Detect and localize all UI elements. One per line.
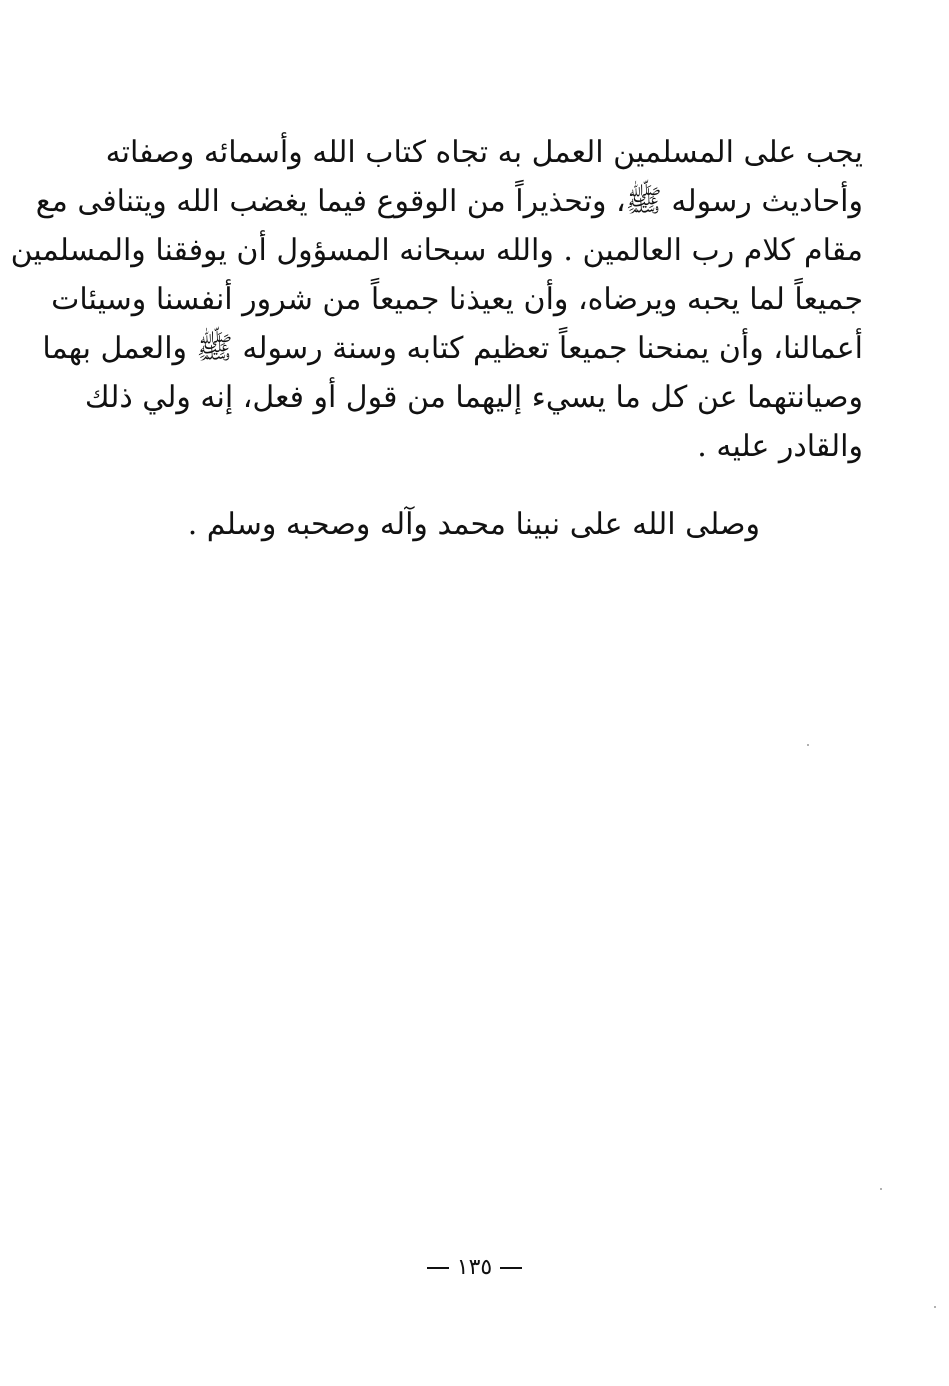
paragraph-line: والقادر عليه . (697, 429, 863, 464)
paragraph-line: يجب على المسلمين العمل به تجاه كتاب الله وأسمائه وصفاته (105, 135, 863, 170)
dash-left (500, 1267, 522, 1269)
scan-speck (807, 744, 809, 746)
paragraph-line: مقام كلام رب العالمين . والله سبحانه المسؤول أن يوفقنا والمسلمين (10, 233, 863, 268)
paragraph-line: وأحاديث رسوله ﷺ، وتحذيراً من الوقوع فيما يغضب الله ويتنافى مع (35, 184, 863, 219)
closing-prayer: وصلى الله على نبينا محمد وآله وصحبه وسلم . (187, 507, 760, 542)
dash-right (427, 1267, 449, 1269)
page-number-footer (0, 1250, 949, 1286)
scan-speck (934, 1306, 936, 1308)
page-number: ١٣٥ (456, 1255, 493, 1280)
body-paragraph (10, 128, 863, 471)
scan-speck (880, 1188, 882, 1190)
paragraph-line: جميعاً لما يحبه ويرضاه، وأن يعيذنا جميعاً من شرور أنفسنا وسيئات (51, 282, 863, 317)
paragraph-line: وصيانتهما عن كل ما يسيء إليهما من قول أو فعل، إنه ولي ذلك (84, 380, 863, 415)
paragraph-line: أعمالنا، وأن يمنحنا جميعاً تعظيم كتابه وسنة رسوله ﷺ والعمل بهما (42, 331, 863, 366)
